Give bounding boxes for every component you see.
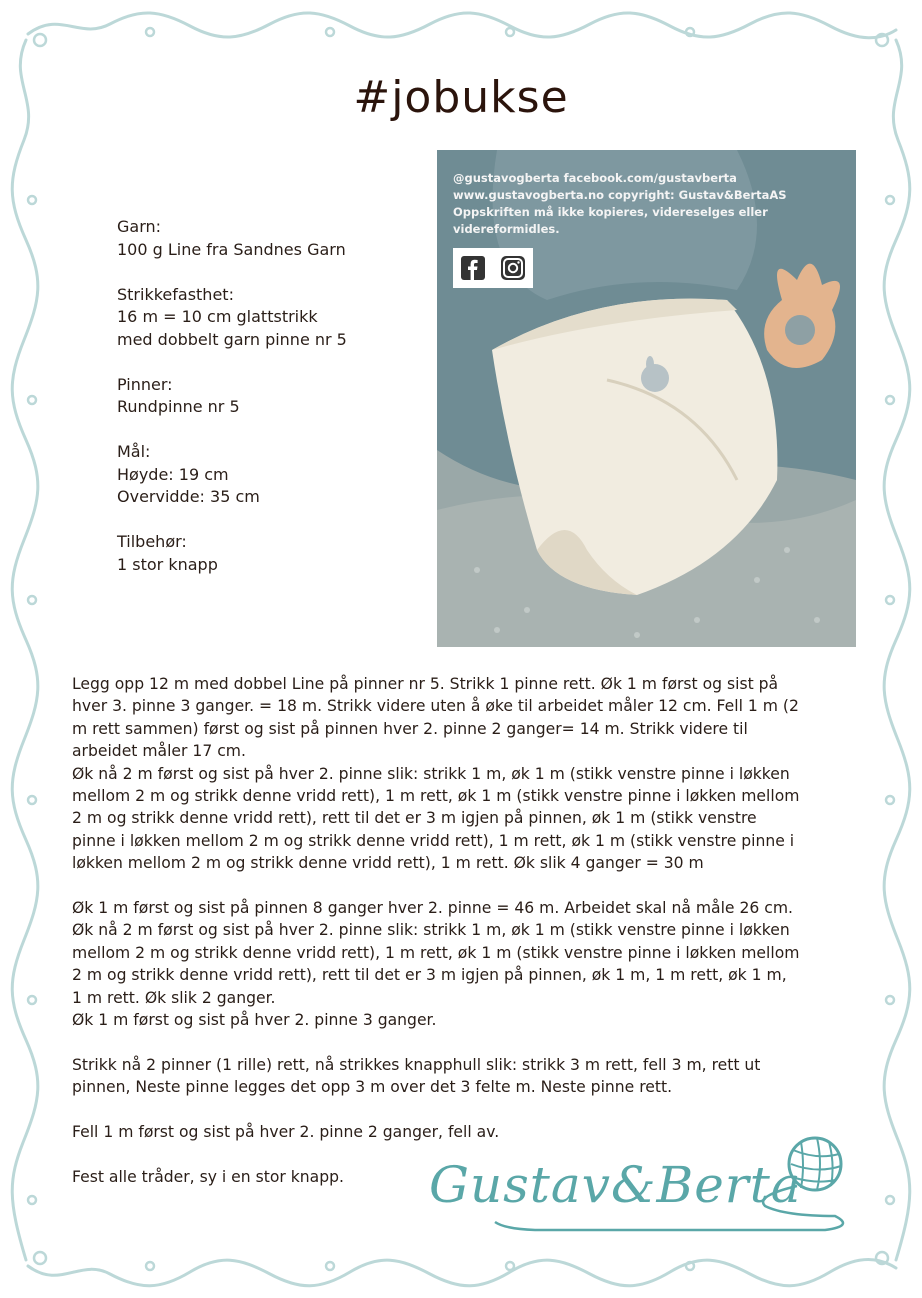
instruction-line: mellom 2 m og strikk denne vridd rett), 1 m rett, øk 1 m (stikk venstre pinne i løkken mellom [72, 787, 800, 806]
instruction-line: m rett sammen) først og sist på pinnen hver 2. pinne 2 ganger= 14 m. Strikk videre til [72, 719, 748, 738]
watermark-line: @gustavogberta facebook.com/gustavberta [453, 171, 737, 185]
product-photo [437, 150, 856, 647]
instruction-line: Øk 1 m først og sist på hver 2. pinne 3 ganger. [72, 1011, 437, 1030]
spec-heading: Mål: [117, 442, 151, 461]
spec-value: med dobbelt garn pinne nr 5 [117, 329, 347, 349]
instruction-paragraph [72, 1054, 852, 1099]
instruction-line: Øk nå 2 m først og sist på hver 2. pinne slik: strikk 1 m, øk 1 m (stikk venstre pinne i løkken [72, 921, 790, 940]
instruction-line: arbeidet måler 17 cm. [72, 742, 246, 761]
spec-value: 16 m = 10 cm glattstrikk [117, 307, 318, 326]
instruction-line: pinne i løkken mellom 2 m og strikk denne vridd rett), 1 m rett, øk 1 m (stikk venstre pinne i [72, 831, 795, 850]
watermark-line: Oppskriften må ikke kopieres, videreselges eller [453, 205, 768, 219]
spec-size [117, 441, 417, 509]
watermark-line: videreformidles. [453, 222, 560, 236]
spec-value: Høyde: 19 cm [117, 464, 229, 484]
spec-needles [117, 374, 417, 419]
material-specs [117, 216, 417, 599]
instruction-line: Fell 1 m først og sist på hver 2. pinne 2 ganger, fell av. [72, 1123, 500, 1142]
instruction-paragraph [72, 673, 852, 875]
spec-gauge [117, 284, 417, 352]
instruction-line: løkken mellom 2 m og strikk denne vridd rett), 1 m rett. Øk slik 4 ganger = 30 m [72, 854, 704, 873]
instruction-line: Strikk nå 2 pinner (1 rille) rett, nå strikkes knapphull slik: strikk 3 m rett, fell 3 m, rett ut [72, 1055, 761, 1074]
spec-value: 1 stor knapp [117, 554, 218, 574]
spec-heading: Tilbehør: [117, 532, 187, 551]
instruction-line: hver 3. pinne 3 ganger. = 18 m. Strikk videre uten å øke til arbeidet måler 12 cm. Fell 1 m (2 [72, 697, 799, 716]
instagram-icon [500, 255, 526, 281]
brand-logo [425, 1130, 855, 1240]
spec-yarn [117, 216, 417, 261]
instruction-line: 2 m og strikk denne vridd rett), rett til det er 3 m igjen på pinnen, øk 1 m, 1 m rett, øk 1 m, [72, 966, 787, 985]
instruction-line: Legg opp 12 m med dobbel Line på pinner nr 5. Strikk 1 pinne rett. Øk 1 m først og sist på [72, 675, 779, 693]
instruction-line: 2 m og strikk denne vridd rett), rett til det er 3 m igjen på pinnen, øk 1 m (stikk venstre [72, 809, 757, 828]
spec-heading: Pinner: [117, 374, 173, 394]
spec-value: Overvidde: 35 cm [117, 487, 260, 506]
social-icons [453, 248, 533, 288]
instruction-line: 1 m rett. Øk slik 2 ganger. [72, 988, 276, 1007]
facebook-icon [460, 255, 486, 281]
page-title: #jobukse [353, 72, 569, 123]
instruction-line: Øk nå 2 m først og sist på hver 2. pinne slik: strikk 1 m, øk 1 m (stikk venstre pinne i løkken [72, 764, 790, 783]
instruction-line: Øk 1 m først og sist på pinnen 8 ganger hver 2. pinne = 46 m. Arbeidet skal nå måle 26 cm. [72, 899, 794, 918]
spec-accessories [117, 531, 417, 576]
spec-heading: Garn: [117, 217, 162, 236]
instruction-line: Fest alle tråder, sy i en stor knapp. [72, 1167, 344, 1186]
instruction-paragraph [72, 897, 852, 1031]
spec-value: 100 g Line fra Sandnes Garn [117, 239, 346, 259]
watermark-line: www.gustavogberta.no copyright: Gustav&BertaAS [453, 188, 787, 202]
brand-logo-text: Gustav&Berta [429, 1156, 802, 1214]
spec-value: Rundpinne nr 5 [117, 397, 240, 416]
instruction-line: pinnen, Neste pinne legges det opp 3 m over det 3 felte m. Neste pinne rett. [72, 1078, 673, 1097]
instruction-line: mellom 2 m og strikk denne vridd rett), 1 m rett, øk 1 m (stikk venstre pinne i løkken mellom [72, 943, 800, 962]
copyright-watermark [453, 170, 843, 238]
spec-heading: Strikkefasthet: [117, 284, 234, 304]
